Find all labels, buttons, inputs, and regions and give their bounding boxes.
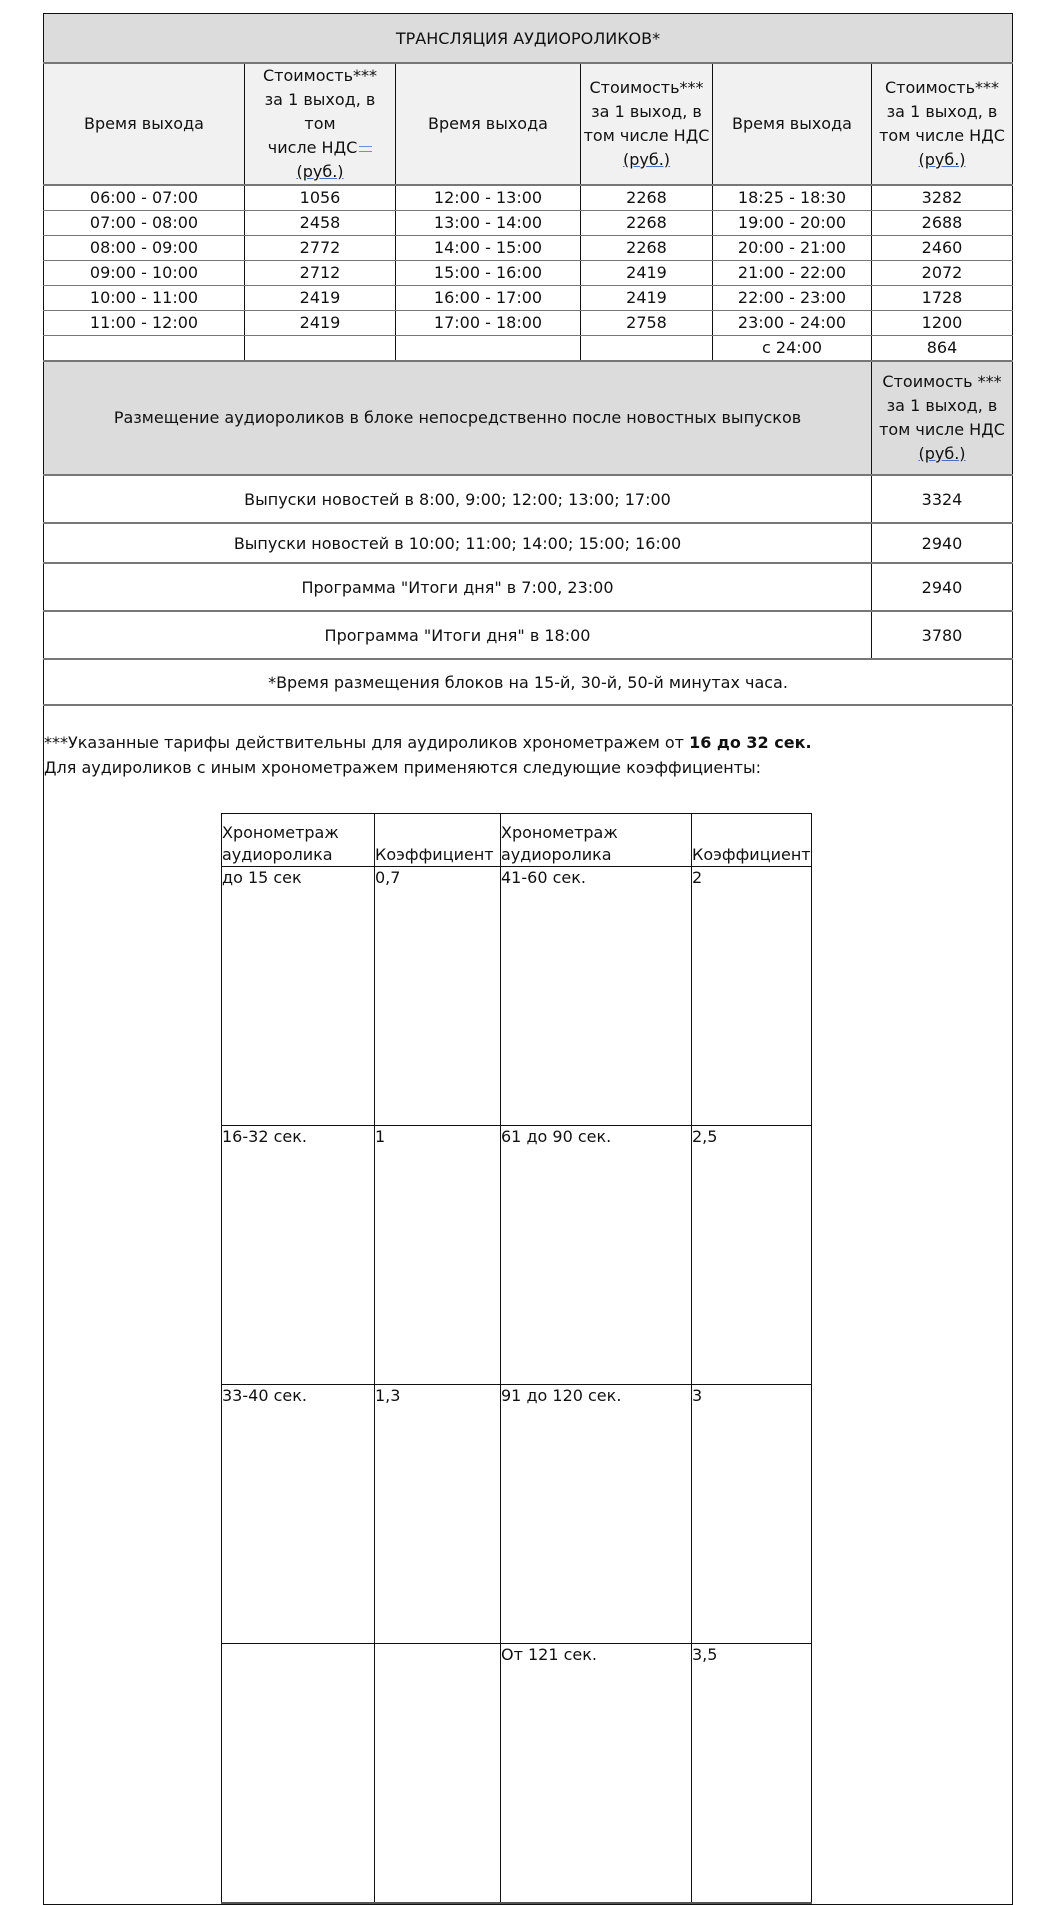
- time-cell: [44, 336, 245, 362]
- news-row: [44, 563, 1013, 611]
- time-cell: с 24:00: [713, 336, 872, 362]
- price-cell: 2772: [245, 236, 396, 261]
- price-cell: 2458: [245, 211, 396, 236]
- coef-row: [222, 1126, 812, 1385]
- time-cell: 17:00 - 18:00: [396, 311, 581, 336]
- footnote-cell: [44, 705, 1013, 1905]
- coef-cell: 2,5: [692, 1126, 812, 1385]
- block-timing-note: *Время размещения блоков на 15-й, 30-й, 50-й минутах часа.: [44, 659, 1013, 705]
- footnote-text: ***Указанные тарифы действительны для аудироликов хронометражем от: [44, 733, 690, 752]
- col-header-time-2: Время выхода: [396, 63, 581, 185]
- price-cell: 2419: [245, 286, 396, 311]
- time-cell: 10:00 - 11:00: [44, 286, 245, 311]
- news-section-heading: Размещение аудиороликов в блоке непосредственно после новостных выпусков: [44, 361, 872, 475]
- news-price: 2940: [872, 563, 1013, 611]
- coef-cell: 2: [692, 867, 812, 1126]
- coef-cell: 1,3: [375, 1385, 501, 1644]
- text-edit-marker-icon: [359, 146, 372, 152]
- table-row: [44, 286, 1013, 311]
- time-cell: 15:00 - 16:00: [396, 261, 581, 286]
- footnote-bold-range: 16 до 32 сек.: [689, 733, 812, 752]
- duration-cell: 41-60 сек.: [501, 867, 692, 1126]
- duration-cell: 16-32 сек.: [222, 1126, 375, 1385]
- time-cell: 12:00 - 13:00: [396, 185, 581, 211]
- price-cell: 3282: [872, 185, 1013, 211]
- col-header-price-2: [581, 63, 713, 185]
- time-cell: 23:00 - 24:00: [713, 311, 872, 336]
- coef-cell: 3: [692, 1385, 812, 1644]
- time-cell: 07:00 - 08:00: [44, 211, 245, 236]
- price-cell: [581, 336, 713, 362]
- footnote-text: Для аудироликов с иным хронометражем применяются следующие коэффициенты:: [44, 758, 762, 777]
- time-cell: 20:00 - 21:00: [713, 236, 872, 261]
- col-header-price-1: [245, 63, 396, 185]
- footnote-row: [44, 705, 1013, 1905]
- price-cell: [245, 336, 396, 362]
- price-header-line: за 1 выход, в том: [264, 90, 376, 133]
- price-cell: 2268: [581, 185, 713, 211]
- news-label: Программа "Итоги дня" в 7:00, 23:00: [44, 563, 872, 611]
- price-header-line: за 1 выход, в: [591, 102, 702, 121]
- price-cell: 1056: [245, 185, 396, 211]
- news-price: 3324: [872, 475, 1013, 523]
- duration-cell: 33-40 сек.: [222, 1385, 375, 1644]
- header-line: аудиоролика: [501, 845, 612, 864]
- price-cell: 2072: [872, 261, 1013, 286]
- coefficient-table: [221, 813, 812, 1904]
- price-header-line: том числе НДС: [879, 420, 1005, 439]
- header-line: Хронометраж: [501, 823, 618, 842]
- price-header-line: за 1 выход, в: [886, 396, 998, 415]
- price-header-line: (руб.): [622, 150, 671, 169]
- coef-header-row: [222, 814, 812, 867]
- table-row: [44, 211, 1013, 236]
- price-header-line: (руб.): [296, 162, 344, 181]
- price-header-line: (руб.): [918, 444, 966, 463]
- col-header-time-1: Время выхода: [44, 63, 245, 185]
- table-row: [44, 236, 1013, 261]
- time-cell: 16:00 - 17:00: [396, 286, 581, 311]
- price-cell: 1728: [872, 286, 1013, 311]
- time-cell: [396, 336, 581, 362]
- news-label: Выпуски новостей в 8:00, 9:00; 12:00; 13:00; 17:00: [44, 475, 872, 523]
- coef-header-coef: Коэффициент: [692, 814, 812, 867]
- news-price: 3780: [872, 611, 1013, 659]
- col-header-price-3: [872, 63, 1013, 185]
- duration-cell: От 121 сек.: [501, 1644, 692, 1904]
- time-cell: 06:00 - 07:00: [44, 185, 245, 211]
- pricing-table: [43, 13, 1013, 1905]
- coef-row: [222, 1385, 812, 1644]
- news-price-header: [872, 361, 1013, 475]
- coef-header-coef: Коэффициент: [375, 814, 501, 867]
- time-cell: 19:00 - 20:00: [713, 211, 872, 236]
- price-cell: 2712: [245, 261, 396, 286]
- header-row: [44, 63, 1013, 185]
- header-line: аудиоролика: [222, 845, 333, 864]
- time-cell: 14:00 - 15:00: [396, 236, 581, 261]
- price-document: [43, 13, 1012, 1905]
- time-cell: 08:00 - 09:00: [44, 236, 245, 261]
- time-cell: 13:00 - 14:00: [396, 211, 581, 236]
- price-cell: 2758: [581, 311, 713, 336]
- coef-cell: 3,5: [692, 1644, 812, 1904]
- news-section-header: [44, 361, 1013, 475]
- price-cell: 2688: [872, 211, 1013, 236]
- note-row: [44, 659, 1013, 705]
- coef-row: [222, 867, 812, 1126]
- table-row: [44, 185, 1013, 211]
- news-row: [44, 523, 1013, 563]
- duration-cell: 61 до 90 сек.: [501, 1126, 692, 1385]
- news-row: [44, 475, 1013, 523]
- price-cell: 2460: [872, 236, 1013, 261]
- news-price: 2940: [872, 523, 1013, 563]
- duration-cell: до 15 сек: [222, 867, 375, 1126]
- header-line: Хронометраж: [222, 823, 339, 842]
- price-header-line: числе НДС: [267, 138, 358, 157]
- price-cell: 864: [872, 336, 1013, 362]
- price-header-line: Стоимость***: [589, 78, 704, 97]
- coef-cell: 1: [375, 1126, 501, 1385]
- price-cell: 2419: [581, 261, 713, 286]
- col-header-time-3: Время выхода: [713, 63, 872, 185]
- coef-cell: [375, 1644, 501, 1904]
- price-cell: 2268: [581, 211, 713, 236]
- price-header-line: том числе НДС: [879, 126, 1005, 145]
- price-cell: 2268: [581, 236, 713, 261]
- time-cell: 18:25 - 18:30: [713, 185, 872, 211]
- time-cell: 21:00 - 22:00: [713, 261, 872, 286]
- tariff-footnote: [44, 730, 1012, 780]
- news-label: Программа "Итоги дня" в 18:00: [44, 611, 872, 659]
- duration-cell: 91 до 120 сек.: [501, 1385, 692, 1644]
- price-header-line: Стоимость***: [262, 66, 378, 85]
- time-cell: 11:00 - 12:00: [44, 311, 245, 336]
- news-row: [44, 611, 1013, 659]
- duration-cell: [222, 1644, 375, 1904]
- time-cell: 09:00 - 10:00: [44, 261, 245, 286]
- table-row: [44, 311, 1013, 336]
- news-label: Выпуски новостей в 10:00; 11:00; 14:00; 15:00; 16:00: [44, 523, 872, 563]
- table-row: [44, 336, 1013, 362]
- price-cell: 1200: [872, 311, 1013, 336]
- price-header-line: Стоимость ***: [882, 372, 1002, 391]
- price-header-line: за 1 выход, в: [886, 102, 998, 121]
- price-cell: 2419: [245, 311, 396, 336]
- price-header-line: (руб.): [918, 150, 966, 169]
- table-title: ТРАНСЛЯЦИЯ АУДИОРОЛИКОВ*: [44, 14, 1013, 64]
- coef-cell: 0,7: [375, 867, 501, 1126]
- price-header-line: том числе НДС: [583, 126, 710, 145]
- coef-row: [222, 1644, 812, 1904]
- price-header-line: Стоимость***: [884, 78, 1000, 97]
- coef-header-duration: [501, 814, 692, 867]
- coef-header-duration: [222, 814, 375, 867]
- price-cell: 2419: [581, 286, 713, 311]
- table-row: [44, 261, 1013, 286]
- time-cell: 22:00 - 23:00: [713, 286, 872, 311]
